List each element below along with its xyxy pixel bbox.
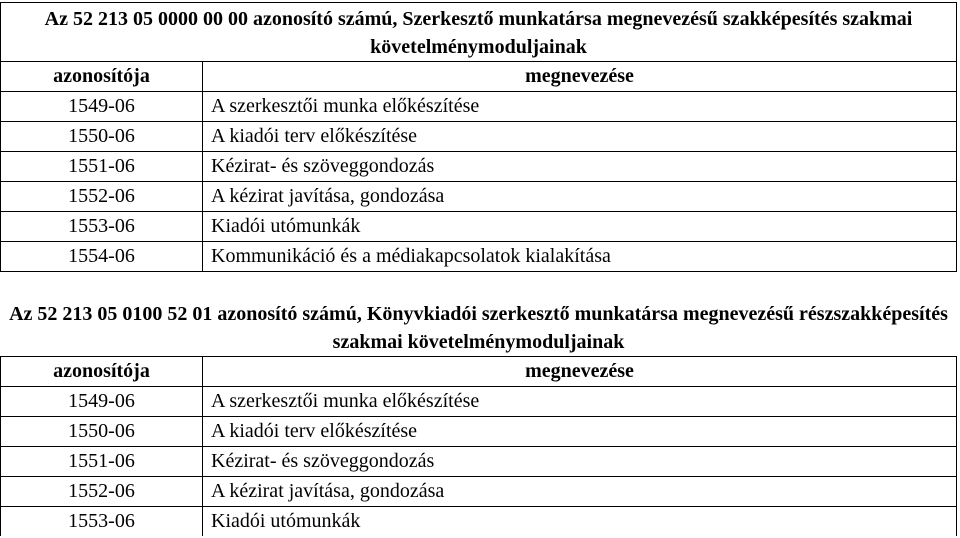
module-name: Kommunikáció és a médiakapcsolatok kialakítása	[203, 242, 957, 272]
table-title-row	[1, 3, 957, 62]
module-name: Kiadói utómunkák	[203, 212, 957, 242]
module-id: 1550-06	[1, 417, 203, 447]
module-id: 1551-06	[1, 152, 203, 182]
module-name: A kiadói terv előkészítése	[203, 417, 957, 447]
table-row	[1, 182, 957, 212]
table-header-row	[1, 357, 957, 387]
module-name: A kézirat javítása, gondozása	[203, 477, 957, 507]
module-table-2	[0, 298, 957, 536]
table-row	[1, 212, 957, 242]
table-title-row	[1, 298, 957, 357]
module-id: 1550-06	[1, 122, 203, 152]
module-id: 1552-06	[1, 477, 203, 507]
table-row	[1, 507, 957, 537]
table-title: Az 52 213 05 0100 52 01 azonosító számú, Könyvkiadói szerkesztő munkatársa megnevezésű részszakképesítés szakmai követelménymoduljainak	[1, 298, 957, 357]
table-row	[1, 92, 957, 122]
module-id: 1549-06	[1, 92, 203, 122]
table-row	[1, 417, 957, 447]
column-header-name: megnevezése	[203, 357, 957, 387]
table-row	[1, 242, 957, 272]
module-name: Kézirat- és szöveggondozás	[203, 447, 957, 477]
table-row	[1, 122, 957, 152]
table-row	[1, 447, 957, 477]
module-name: Kézirat- és szöveggondozás	[203, 152, 957, 182]
table-row	[1, 152, 957, 182]
column-header-id: azonosítója	[1, 62, 203, 92]
module-name: Kiadói utómunkák	[203, 507, 957, 537]
module-id: 1549-06	[1, 387, 203, 417]
module-id: 1554-06	[1, 242, 203, 272]
module-table-1	[0, 2, 957, 272]
module-name: A kiadói terv előkészítése	[203, 122, 957, 152]
table-row	[1, 387, 957, 417]
module-id: 1553-06	[1, 507, 203, 537]
module-name: A kézirat javítása, gondozása	[203, 182, 957, 212]
table-header-row	[1, 62, 957, 92]
column-header-id: azonosítója	[1, 357, 203, 387]
table-title: Az 52 213 05 0000 00 00 azonosító számú, Szerkesztő munkatársa megnevezésű szakképesítés szakmai követelménymoduljainak	[1, 3, 957, 62]
module-id: 1551-06	[1, 447, 203, 477]
module-name: A szerkesztői munka előkészítése	[203, 92, 957, 122]
table-row	[1, 477, 957, 507]
module-name: A szerkesztői munka előkészítése	[203, 387, 957, 417]
module-id: 1552-06	[1, 182, 203, 212]
module-id: 1553-06	[1, 212, 203, 242]
column-header-name: megnevezése	[203, 62, 957, 92]
